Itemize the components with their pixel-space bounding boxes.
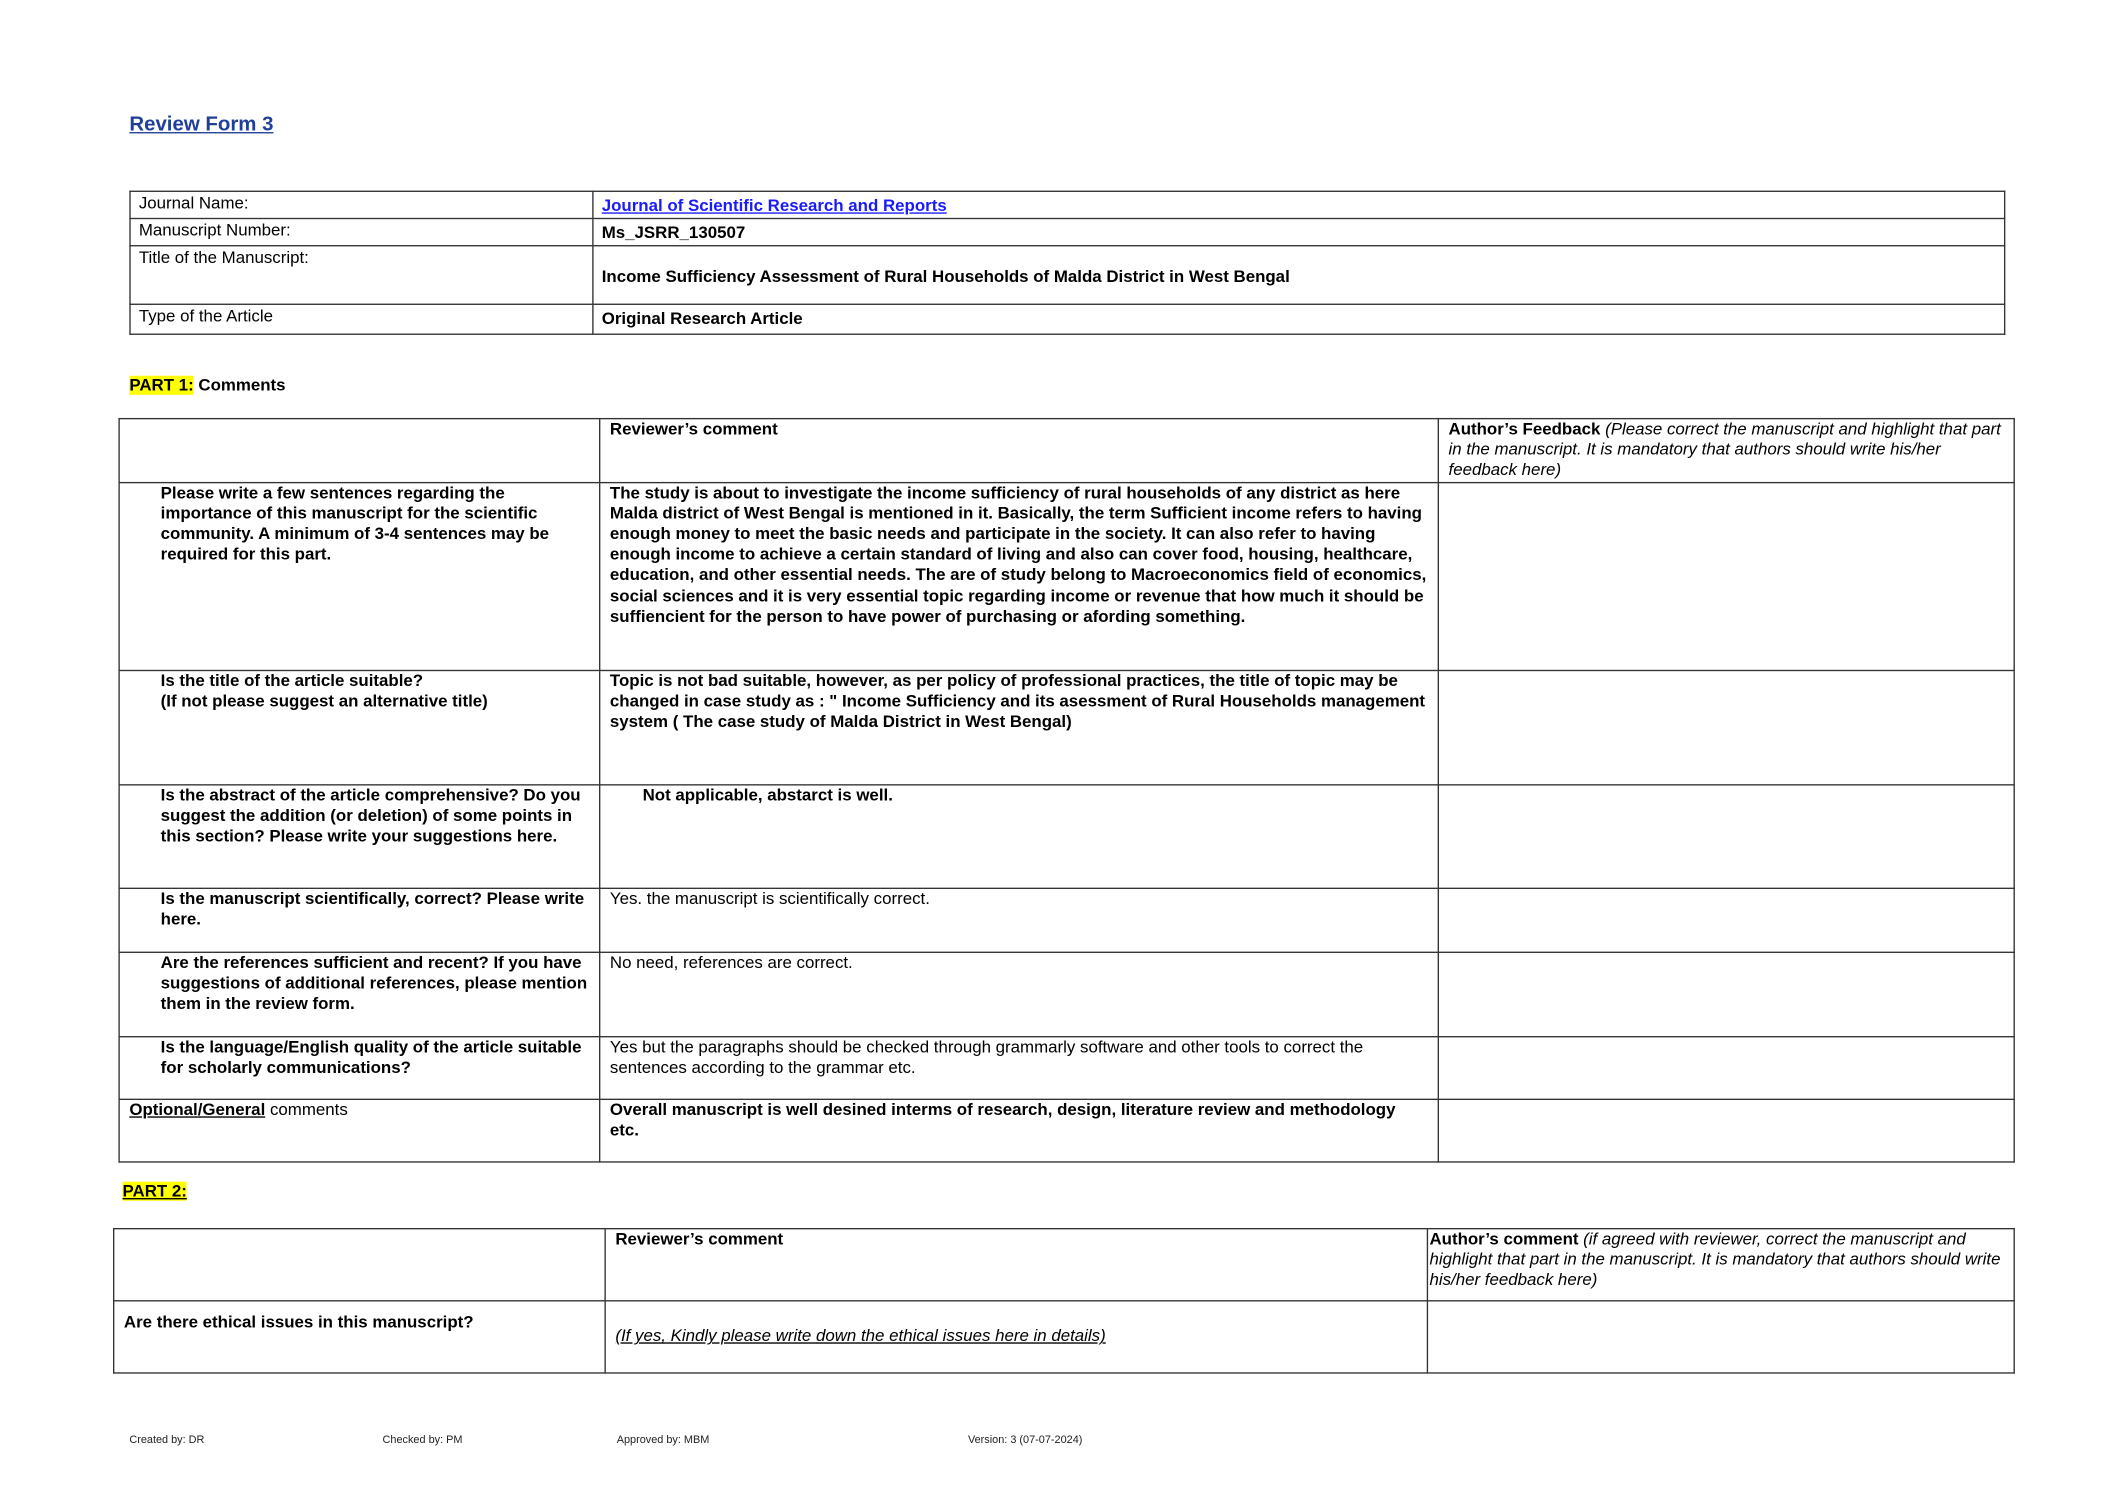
footer-approved-by: Approved by: MBM: [616, 1433, 710, 1446]
author-feedback-cell[interactable]: [1438, 1036, 2014, 1099]
author-feedback-cell[interactable]: [1438, 670, 2014, 784]
info-row-type: [130, 305, 2005, 335]
author-feedback-cell[interactable]: [1438, 784, 2014, 887]
part2-header-row: [114, 1229, 2015, 1301]
comment-row: [119, 952, 2014, 1036]
question: Is the abstract of the article comprehensive? Do you suggest the addition (or deletion) of some points in this section? Please write your suggestions here.: [119, 784, 600, 887]
empty-header-cell: [119, 419, 600, 482]
question: Are the references sufficient and recent? If you have suggestions of additional references, please mention them in the review form.: [119, 952, 600, 1036]
author-comment-title: Author’s comment: [1429, 1229, 1579, 1249]
part1-heading: [129, 376, 285, 397]
footer-created-by: Created by: DR: [129, 1433, 205, 1446]
comment-row: [119, 888, 2014, 952]
author-comment-header: [1427, 1229, 2014, 1301]
empty-header-cell: [114, 1229, 605, 1301]
author-feedback-cell[interactable]: [1438, 482, 2014, 670]
optional-comment[interactable]: Overall manuscript is well desined interms of research, design, literature review and methodology etc.: [600, 1099, 1439, 1162]
info-row-manuscript-number: [130, 219, 2005, 247]
footer-version: Version: 3 (07-07-2024): [967, 1433, 1083, 1446]
title-value: Income Sufficiency Assessment of Rural Households of Malda District in West Bengal: [593, 246, 2005, 305]
comment-row: [119, 670, 2014, 784]
author-feedback-instructions: (Please correct the manuscript and highlight that part in the manuscript. It is mandatory that authors should write his/her feedback here): [1448, 419, 2001, 480]
optional-comments-label: [119, 1099, 600, 1162]
type-value: Original Research Article: [593, 305, 2005, 335]
part2-label: PART 2:: [122, 1181, 187, 1201]
question: Is the manuscript scientifically, correct? Please write here.: [119, 888, 600, 952]
comment-row: [119, 784, 2014, 887]
ethics-comment: (If yes, Kindly please write down the ethical issues here in details): [615, 1326, 1106, 1346]
part1-header-row: [119, 419, 2014, 482]
manuscript-number-value: Ms_JSRR_130507: [593, 219, 2005, 247]
author-feedback-title: Author’s Feedback: [1448, 419, 1601, 439]
question: Is the title of the article suitable? (If not please suggest an alternative title): [119, 670, 600, 784]
ethics-comment-cell[interactable]: [605, 1301, 1427, 1373]
part1-suffix: Comments: [193, 375, 286, 395]
reviewer-comment-header: Reviewer’s comment: [600, 419, 1439, 482]
journal-label: Journal Name:: [130, 191, 593, 219]
title-label: Title of the Manuscript:: [130, 246, 593, 305]
info-row-journal: [130, 191, 2005, 219]
reviewer-comment-header: Reviewer’s comment: [605, 1229, 1427, 1301]
reviewer-comment[interactable]: Not applicable, abstarct is well.: [600, 784, 1439, 887]
general-label: /General: [197, 1099, 266, 1119]
form-title[interactable]: Review Form 3: [129, 112, 274, 137]
reviewer-comment[interactable]: Yes but the paragraphs should be checked through grammarly software and other tools to correct the sentences according to the grammar etc.: [600, 1036, 1439, 1099]
question: Please write a few sentences regarding the importance of this manuscript for the scientific community. A minimum of 3-4 sentences may be required for this part.: [119, 482, 600, 670]
author-comment-instructions: (if agreed with reviewer, correct the manuscript and highlight that part in the manuscript. It is mandatory that authors should write his/her feedback here): [1429, 1229, 2001, 1290]
info-row-title: [130, 246, 2005, 305]
comments-label: comments: [265, 1099, 348, 1119]
author-feedback-cell[interactable]: [1438, 952, 2014, 1036]
author-feedback-cell[interactable]: [1438, 1099, 2014, 1162]
reviewer-comment[interactable]: No need, references are correct.: [600, 952, 1439, 1036]
author-feedback-header: [1438, 419, 2014, 482]
reviewer-comment[interactable]: Topic is not bad suitable, however, as per policy of professional practices, the title of topic may be changed in case study as : " Income Sufficiency and its asessment of Rural Households management system ( The case study of Malda District in West Bengal): [600, 670, 1439, 784]
reviewer-comment[interactable]: The study is about to investigate the income sufficiency of rural households of any district as here Malda district of West Bengal is mentioned in it. Basically, the term Sufficient income refers to having enough money to meet the basic needs and participate in the society. It can also refer to having enough income to achieve a certain standard of living and also can cover food, housing, healthcare, education, and other essential needs. The are of study belong to Macroeconomics field of economics, social sciences and it is very essential topic regarding income or revenue that how much it should be suffiencient for the person to have power of purchasing or afording something.: [600, 482, 1439, 670]
ethics-row: [114, 1301, 2015, 1373]
part2-ethics-table: [113, 1228, 2015, 1374]
author-feedback-cell[interactable]: [1438, 888, 2014, 952]
part1-label: PART 1:: [129, 375, 194, 395]
question: Is the language/English quality of the article suitable for scholarly communications?: [119, 1036, 600, 1099]
reviewer-comment[interactable]: Yes. the manuscript is scientifically correct.: [600, 888, 1439, 952]
type-label: Type of the Article: [130, 305, 593, 335]
part1-comments-table: [118, 418, 2014, 1162]
manuscript-info-table: [129, 191, 2005, 336]
comment-row: [119, 1036, 2014, 1099]
optional-label: Optional: [129, 1099, 198, 1119]
author-comment-cell[interactable]: [1427, 1301, 2014, 1373]
optional-comments-row: [119, 1099, 2014, 1162]
comment-row: [119, 482, 2014, 670]
journal-link[interactable]: Journal of Scientific Research and Reports: [601, 196, 947, 216]
footer-checked-by: Checked by: PM: [382, 1433, 463, 1446]
manuscript-number-label: Manuscript Number:: [130, 219, 593, 247]
ethics-question: Are there ethical issues in this manuscript?: [114, 1301, 605, 1373]
part2-heading: [123, 1182, 187, 1203]
